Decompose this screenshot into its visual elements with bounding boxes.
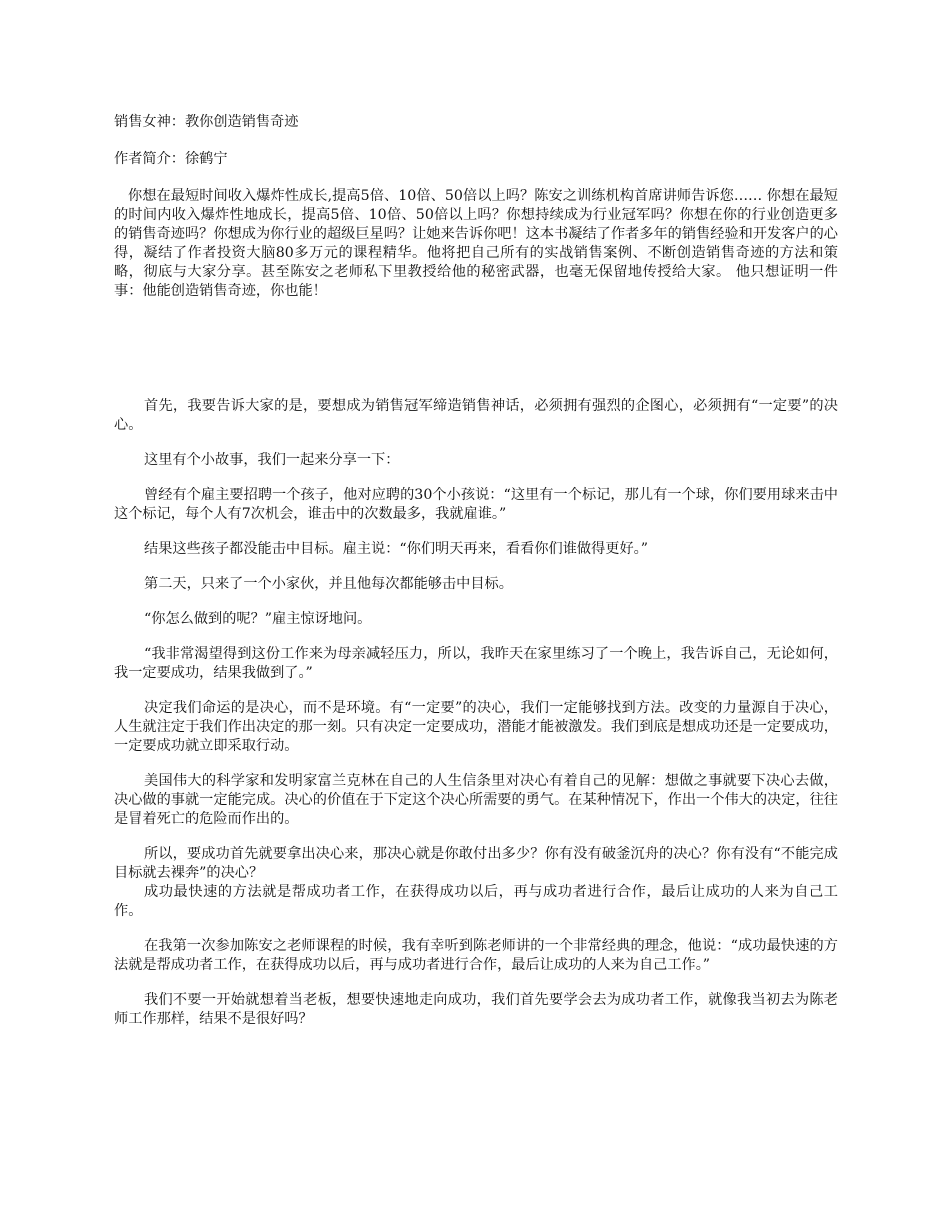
paragraph: “我非常渴望得到这份工作来为母亲减轻压力，所以，我昨天在家里练习了一个晚上，我告诉自己，无论如何，我一定要成功，结果我做到了。” — [114, 646, 838, 681]
author-line: 作者简介：徐鹤宁 — [114, 151, 228, 167]
paragraph: 第二天，只来了一个小家伙，并且他每次都能够击中目标。 — [144, 576, 513, 592]
paragraph: 决定我们命运的是决心，而不是环境。有“一定要”的决心，我们一定能够找到方法。改变的力量源自于决心，人生就注定于我们作出决定的那一刻。只有决定一定要成功，潜能才能被激发。我们到底是想成功还是一定要成功，一定要成功就立即采取行动。 — [114, 700, 838, 754]
paragraph: “你怎么做到的呢？”雇主惊讶地问。 — [144, 611, 372, 627]
paragraph: 美国伟大的科学家和发明家富兰克林在自己的人生信条里对决心有着自己的见解：想做之事就要下决心去做，决心做的事就一定能完成。决心的价值在于下定这个决心所需要的勇气。在某种情况下，作出一个伟大的决定，往往是冒着死亡的危险而作出的。 — [114, 773, 838, 827]
body-text — [114, 397, 838, 1045]
paragraph: 成功最快速的方法就是帮成功者工作，在获得成功以后，再与成功者进行合作，最后让成功的人来为自己工作。 — [114, 884, 838, 919]
paragraph: 所以，要成功首先就要拿出决心来，那决心就是你敢付出多少？你有没有破釜沉舟的决心？你有没有“不能完成目标就去裸奔”的决心？ — [114, 846, 838, 881]
paragraph: 这里有个小故事，我们一起来分享一下： — [144, 452, 400, 468]
paragraph: 我们不要一开始就想着当老板，想要快速地走向成功，我们首先要学会去为成功者工作，就像我当初去为陈老师工作那样，结果不是很好吗？ — [114, 992, 838, 1027]
paragraph: 曾经有个雇主要招聘一个孩子，他对应聘的30个小孩说：“这里有一个标记，那儿有一个球，你们要用球来击中这个标记，每个人有7次机会，谁击中的次数最多，我就雇谁。” — [114, 487, 838, 522]
document-title: 销售女神：教你创造销售奇迹 — [114, 114, 299, 130]
paragraph: 首先，我要告诉大家的是，要想成为销售冠军缔造销售神话，必须拥有强烈的企图心，必须拥有“一定要”的决心。 — [114, 398, 838, 433]
paragraph: 结果这些孩子都没能击中目标。雇主说：“你们明天再来，看看你们谁做得更好。” — [144, 541, 648, 557]
intro-paragraph: 你想在最短时间收入爆炸性成长,提高5倍、10倍、50倍以上吗？陈安之训练机构首席讲师告诉您…… 你想在最短的时间内收入爆炸性地成长，提高5倍、10倍、50倍以上吗？你想持续成为行业冠军吗？你想在你的行业创造更多的销售奇迹吗？你想成为你行业的超级巨星吗？让她来告诉你吧！这本书凝结了作者多年的销售经验和开发客户的心得，凝结了作者投资大脑80多万元的课程精华。他将把自己所有的实战销售案例、不断创造销售奇迹的方法和策略，彻底与大家分享。甚至陈安之老师私下里教授给他的秘密武器，也毫无保留地传授给大家。 他只想证明一件事：他能创造销售奇迹，你也能！ — [114, 188, 838, 299]
paragraph: 在我第一次参加陈安之老师课程的时候，我有幸听到陈老师讲的一个非常经典的理念，他说：“成功最快速的方法就是帮成功者工作，在获得成功以后，再与成功者进行合作，最后让成功的人来为自己工作。” — [114, 938, 838, 973]
